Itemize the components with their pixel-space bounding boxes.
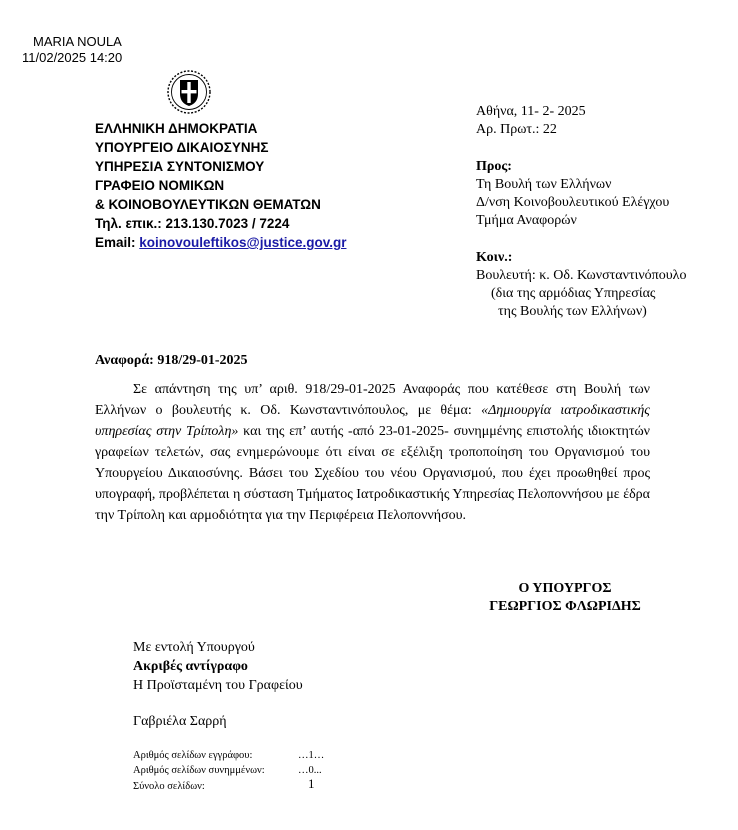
- copy-head: Η Προϊσταμένη του Γραφείου: [133, 678, 303, 693]
- signature-title: Ο ΥΠΟΥΡΓΟΣ: [518, 581, 612, 596]
- att-pages-label: Αριθμός σελίδων συνημμένων:: [133, 765, 265, 776]
- total-pages-label: Σύνολο σελίδων:: [133, 781, 205, 792]
- phone-label: Τηλ. επικ.:: [95, 216, 162, 231]
- reference-number: Αναφορά: 918/29-01-2025: [95, 353, 248, 368]
- email-link[interactable]: koinovouleftikos@justice.gov.gr: [139, 235, 347, 250]
- signature-name: ΓΕΩΡΓΙΟΣ ΦΛΩΡΙΔΗΣ: [489, 599, 641, 614]
- copy-exact: Ακριβές αντίγραφο: [133, 659, 248, 674]
- doc-pages-label: Αριθμός σελίδων εγγράφου:: [133, 750, 253, 761]
- body-paragraph: [95, 379, 650, 526]
- document-date: Αθήνα, 11- 2- 2025: [476, 104, 586, 119]
- to-line-1: Τη Βουλή των Ελλήνων: [476, 177, 612, 192]
- header-line-3: ΥΠΗΡΕΣΙΑ ΣΥΝΤΟΝΙΣΜΟΥ: [95, 159, 265, 174]
- phone-value: 213.130.7023 / 7224: [165, 216, 290, 231]
- header-line-1: ΕΛΛΗΝΙΚΗ ΔΗΜΟΚΡΑΤΙΑ: [95, 121, 258, 136]
- cc-line-2: (δια της αρμόδιας Υπηρεσίας: [491, 286, 656, 301]
- att-pages-value: …0...: [298, 765, 322, 776]
- body-part-2: και της επ’ αυτής -από 23-01-2025- συνημμένης επιστολής ιδιοκτητών γραφείων τελετών, σας ενημερώνουμε ότι είναι σε εξέλιξη τροποποίηση του Οργανισμού του Υπουργείου Δικαιοσύνης. Βάσει του Σχεδίου του νέου Οργανισμού, που έχει προωθηθεί προς υπογραφή, προβλέπεται η σύσταση Τμήματος Ιατροδικαστικής Υπηρεσίας Πελοποννήσου με έδρα την Τρίπολη και αρμοδιότητα για την Περιφέρεια Πελοποννήσου.: [95, 424, 651, 523]
- header-line-2: ΥΠΟΥΡΓΕΙΟ ΔΙΚΑΙΟΣΥΝΗΣ: [95, 140, 269, 155]
- cc-line-3: της Βουλής των Ελλήνων): [498, 304, 647, 319]
- total-pages-value: 1: [308, 776, 315, 791]
- header-line-5: & ΚΟΙΝΟΒΟΥΛΕΥΤΙΚΩΝ ΘΕΜΑΤΩΝ: [95, 197, 321, 212]
- cc-line-1: Βουλευτή: κ. Οδ. Κωνσταντινόπουλο: [476, 268, 687, 283]
- to-label: Προς:: [476, 159, 512, 174]
- header-line-4: ΓΡΑΦΕΙΟ ΝΟΜΙΚΩΝ: [95, 178, 225, 193]
- stamp-datetime: 11/02/2025 14:20: [22, 50, 123, 65]
- email-label: Email:: [95, 235, 136, 250]
- stamp-name: MARIA NOULA: [33, 34, 122, 49]
- to-line-2: Δ/νση Κοινοβουλευτικού Ελέγχου: [476, 195, 670, 210]
- copy-person: Γαβριέλα Σαρρή: [133, 714, 227, 729]
- email-line: [95, 233, 346, 252]
- body-subject: «Δημιουργία ιατροδικαστικής υπηρεσίας στην Τρίπολη»: [95, 403, 650, 439]
- cc-label: Κοιν.:: [476, 250, 513, 265]
- phone-line: [95, 214, 346, 233]
- doc-pages-value: …1…: [298, 750, 325, 761]
- copy-order: Με εντολή Υπουργού: [133, 640, 255, 655]
- coat-of-arms-emblem: [166, 67, 212, 117]
- protocol-number: Αρ. Πρωτ.: 22: [476, 122, 557, 137]
- to-line-3: Τμήμα Αναφορών: [476, 213, 577, 228]
- body-part-1: Σε απάντηση της υπ’ αριθ. 918/29-01-2025 Αναφοράς που κατέθεσε στη Βουλή των Ελλήνων ο βουλευτής κ. Οδ. Κωνσταντινόπουλος, με θέμα:: [95, 382, 650, 418]
